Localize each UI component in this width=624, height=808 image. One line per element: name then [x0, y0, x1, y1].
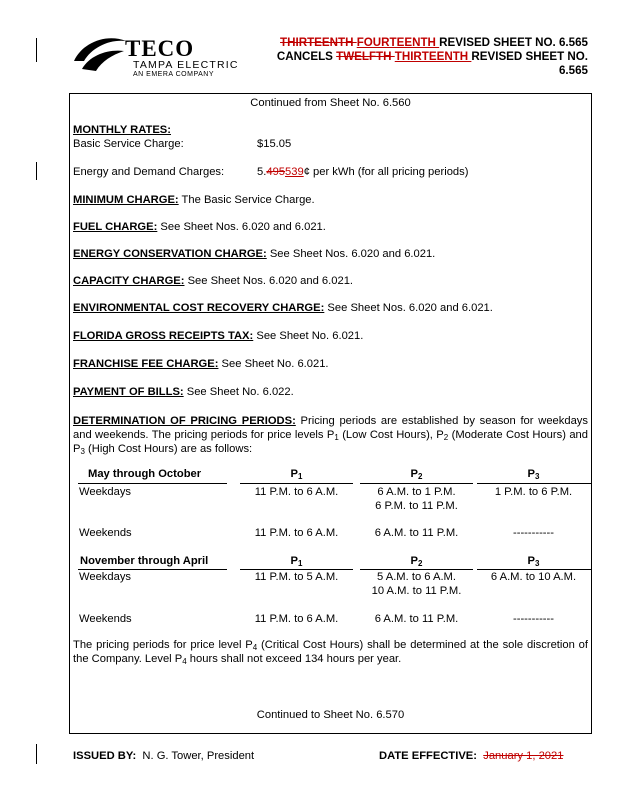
p4-paragraph [73, 638, 588, 666]
change-bar [36, 744, 37, 764]
subscript: 2 [418, 559, 423, 568]
struck-text: THIRTEENTH [280, 36, 357, 49]
col-p1-header [240, 468, 353, 480]
col-p2-header [360, 468, 473, 480]
inserted-text: 539 [285, 166, 304, 178]
col-p3-header [477, 555, 590, 567]
pricing-text: (High Cost Hours) are as follows: [84, 443, 253, 455]
col-label: P [290, 468, 298, 480]
cancels-label: CANCELS [276, 50, 337, 63]
subscript: 3 [535, 559, 540, 568]
weekends-label: Weekends [79, 527, 132, 539]
summer-weekdays-p2: 6 P.M. to 11 P.M. [375, 500, 458, 512]
payment-of-bills [73, 386, 294, 398]
sheet-number: 6.565 [558, 64, 588, 77]
basic-service-value: $15.05 [257, 138, 292, 150]
col-label: P [410, 468, 418, 480]
col-label: P [410, 555, 418, 567]
franchise-fee [73, 358, 329, 370]
table-rule [477, 569, 592, 570]
continued-to: Continued to Sheet No. 6.570 [256, 709, 405, 721]
inserted-text: FOURTEENTH [356, 36, 440, 49]
minimum-charge [73, 194, 315, 206]
weekdays-label: Weekdays [79, 571, 132, 583]
ecrc-charge [73, 302, 493, 314]
issued-by [73, 750, 254, 762]
ecc-text: See Sheet Nos. 6.020 and 6.021. [266, 248, 436, 260]
payment-text: See Sheet No. 6.022. [183, 386, 294, 398]
subscript: 2 [418, 472, 423, 481]
change-bar [36, 38, 37, 62]
continued-from: Continued from Sheet No. 6.560 [250, 97, 411, 109]
subscript: 3 [80, 447, 85, 456]
grt-text: See Sheet No. 6.021. [253, 330, 364, 342]
table-rule [240, 569, 353, 570]
summer-weekends-p2: 6 A.M. to 11 P.M. [374, 527, 459, 539]
subscript: 2 [443, 433, 449, 442]
teco-logo-icon [72, 35, 130, 73]
pricing-text: (Moderate Cost Hours) and P [73, 429, 588, 455]
table-rule [360, 569, 473, 570]
winter-weekdays-p3: 6 A.M. to 10 A.M. [490, 571, 577, 583]
payment-heading: PAYMENT OF BILLS: [73, 386, 184, 398]
table-rule [240, 483, 353, 484]
col-label: P [527, 555, 535, 567]
cancels-line [277, 50, 588, 64]
gross-receipts-tax [73, 330, 363, 342]
subscript: 3 [535, 472, 540, 481]
weekdays-label: Weekdays [79, 486, 132, 498]
summer-weekends-p3: ----------- [513, 527, 554, 539]
energy-value-suffix: ¢ per kWh (for all pricing periods) [303, 166, 469, 178]
winter-weekdays-p2: 5 A.M. to 6 A.M. [377, 571, 456, 583]
ecrc-heading: ENVIRONMENTAL COST RECOVERY CHARGE: [73, 302, 325, 314]
fuel-text: See Sheet Nos. 6.020 and 6.021. [157, 221, 326, 233]
subscript: 1 [334, 433, 339, 442]
fuel-heading: FUEL CHARGE: [73, 221, 158, 233]
effective-label: DATE EFFECTIVE: [379, 750, 477, 762]
logo-name: TECO [125, 36, 195, 61]
summer-weekdays-p3: 1 P.M. to 6 P.M. [494, 486, 573, 498]
struck-text: January 1, 2021 [483, 750, 564, 762]
capacity-charge [73, 275, 353, 287]
change-bar [36, 162, 37, 180]
subscript: 1 [298, 472, 303, 481]
summer-weekdays-p1: 11 P.M. to 6 A.M. [254, 486, 339, 498]
subscript: 1 [298, 559, 303, 568]
season-heading: May through October [88, 468, 202, 480]
franchise-heading: FRANCHISE FEE CHARGE: [73, 358, 219, 370]
table-rule [78, 483, 227, 484]
subscript: 4 [182, 657, 187, 666]
minimum-heading: MINIMUM CHARGE: [73, 194, 179, 206]
winter-weekends-p3: ----------- [513, 613, 554, 625]
col-p3-header [477, 468, 590, 480]
basic-service-label: Basic Service Charge: [73, 138, 184, 150]
p4-text: hours shall not exceed 134 hours per year. [186, 653, 402, 665]
summer-weekdays-p2: 6 A.M. to 1 P.M. [377, 486, 456, 498]
p4-text: (Critical Cost Hours) shall be determined at the sole discretion of the Company. Level P [73, 639, 588, 665]
fuel-charge [73, 221, 326, 233]
p4-text: The pricing periods for price level P [73, 639, 253, 651]
struck-text: 495 [266, 166, 286, 178]
winter-weekends-p2: 6 A.M. to 11 P.M. [374, 613, 459, 625]
subscript: 4 [252, 643, 258, 652]
pricing-text: (Low Cost Hours), P [338, 429, 444, 441]
logo-parent: AN EMERA COMPANY [133, 71, 214, 78]
minimum-text: The Basic Service Charge. [178, 194, 315, 206]
col-label: P [290, 555, 298, 567]
pricing-heading: DETERMINATION OF PRICING PERIODS: [73, 415, 296, 427]
monthly-rates-heading: MONTHLY RATES: [73, 124, 171, 136]
logo-subtitle: TAMPA ELECTRIC [133, 59, 239, 71]
sheet-revision-line [280, 36, 588, 50]
energy-value [257, 166, 468, 178]
col-p2-header [360, 555, 473, 567]
struck-text: TWELFTH [336, 50, 395, 63]
ecrc-text: See Sheet Nos. 6.020 and 6.021. [324, 302, 493, 314]
capacity-heading: CAPACITY CHARGE: [73, 275, 185, 287]
ecc-heading: ENERGY CONSERVATION CHARGE: [73, 248, 267, 260]
summer-weekends-p1: 11 P.M. to 6 A.M. [254, 527, 339, 539]
winter-weekdays-p2: 10 A.M. to 11 P.M. [371, 585, 462, 597]
winter-weekdays-p1: 11 P.M. to 5 A.M. [254, 571, 339, 583]
issued-value: N. G. Tower, President [142, 750, 255, 762]
ecc-charge [73, 248, 435, 260]
col-p1-header [240, 555, 353, 567]
revision-text: REVISED SHEET NO. 6.565 [439, 36, 588, 49]
col-label: P [527, 468, 535, 480]
weekends-label: Weekends [79, 613, 132, 625]
table-rule [360, 483, 473, 484]
revision-text: REVISED SHEET NO. [471, 50, 588, 63]
date-effective [379, 750, 563, 762]
pricing-periods-paragraph [73, 414, 588, 456]
inserted-text: THIRTEENTH [394, 50, 472, 63]
table-rule [477, 483, 592, 484]
winter-weekends-p1: 11 P.M. to 6 A.M. [254, 613, 339, 625]
franchise-text: See Sheet No. 6.021. [218, 358, 329, 370]
table-rule [78, 569, 227, 570]
season-heading: November through April [80, 555, 209, 567]
energy-label: Energy and Demand Charges: [73, 166, 225, 178]
energy-value-prefix: 5. [257, 166, 267, 178]
grt-heading: FLORIDA GROSS RECEIPTS TAX: [73, 330, 254, 342]
pricing-text: Pricing periods are established by season for weekdays and weekends. The pricing periods for price levels P [73, 415, 588, 441]
capacity-text: See Sheet Nos. 6.020 and 6.021. [184, 275, 354, 287]
issued-label: ISSUED BY: [73, 750, 137, 762]
